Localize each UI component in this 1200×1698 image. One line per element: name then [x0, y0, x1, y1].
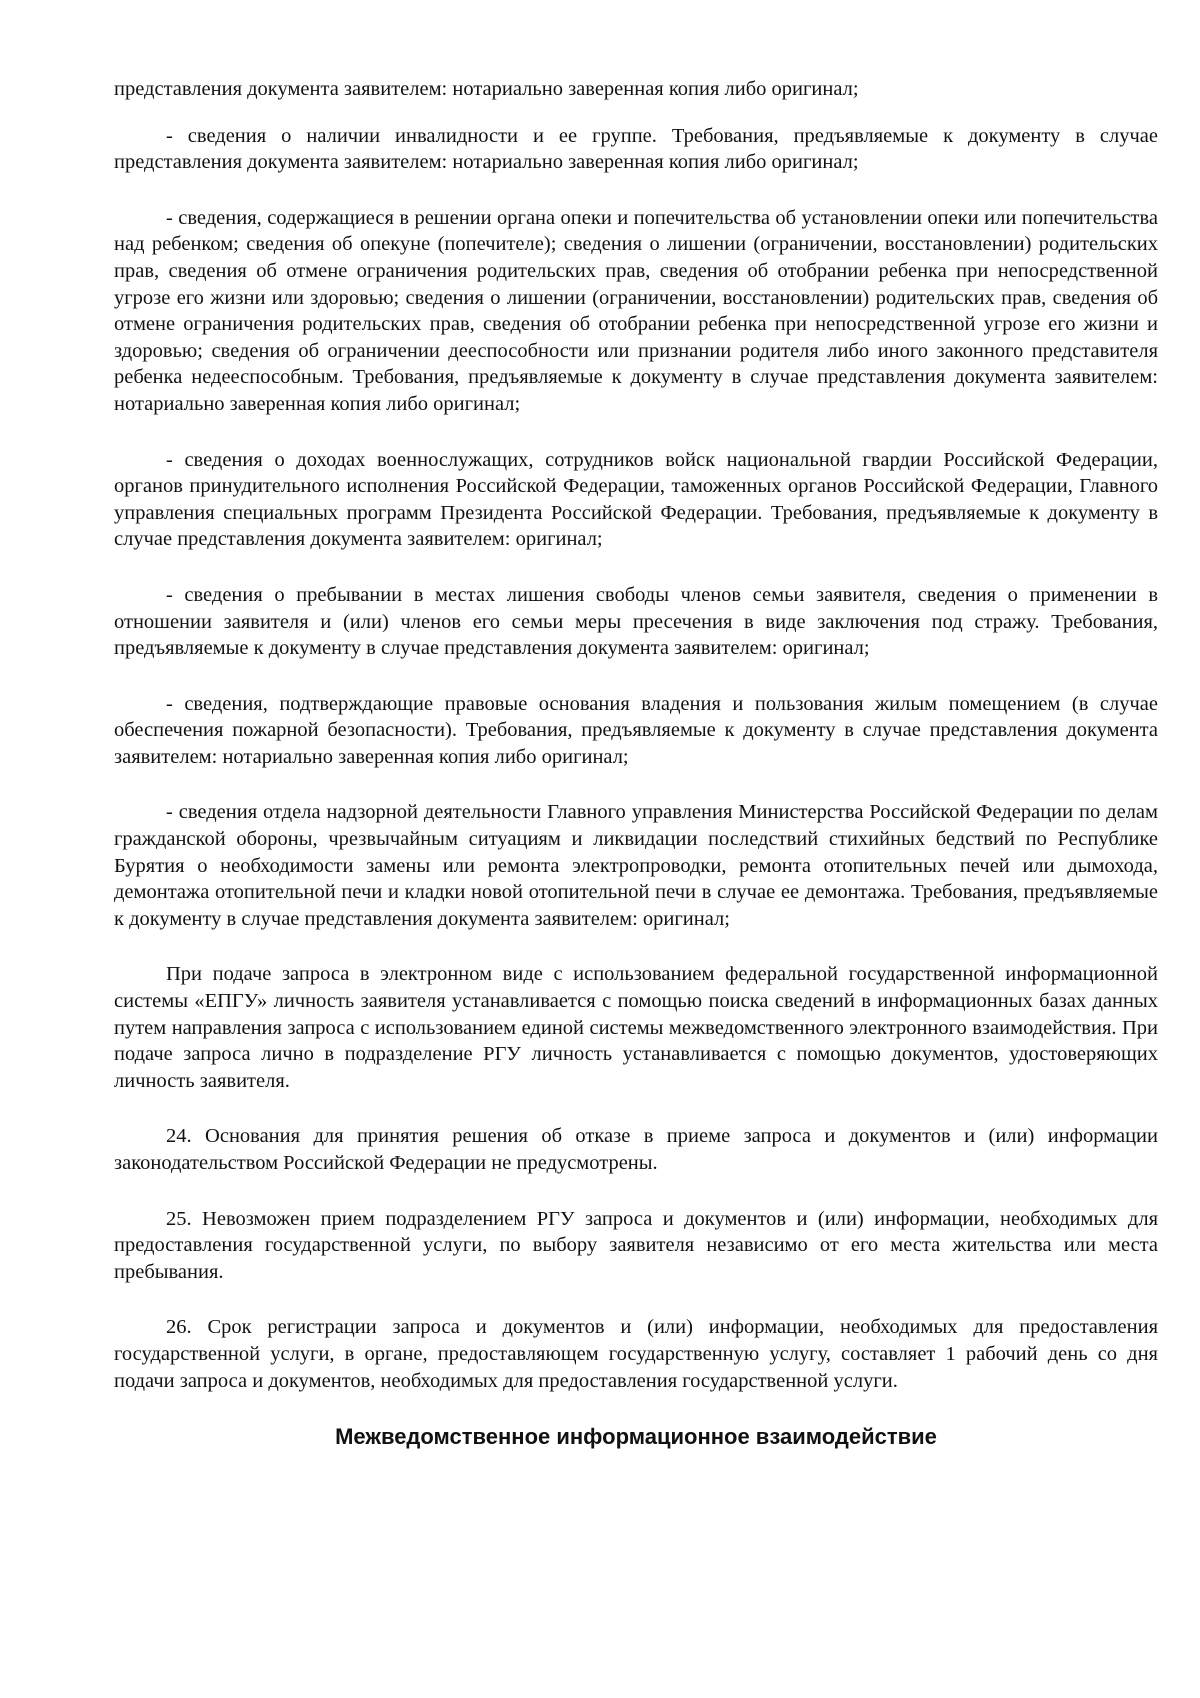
paragraph-imprisonment-info: - сведения о пребывании в местах лишения свободы членов семьи заявителя, сведения о применении в отношении заявителя и (или) членов его семьи меры пресечения в виде заключения под стражу. Требования, предъявляемые к документу в случае представления документа заявителем: оригинал; [114, 583, 1158, 660]
paragraph-continuation: представления документа заявителем: нотариально заверенная копия либо оригинал; [114, 78, 859, 100]
paragraph-fire-supervision-info: - сведения отдела надзорной деятельности Главного управления Министерства Российской Федерации по делам гражданской обороны, чрезвычайным ситуациям и ликвидации последствий стихийных бедствий по Республике Бурятия о необходимости замены или ремонта электропроводки, ремонта отопительных печей или дымохода, демонтажа отопительной печи и кладки новой отопительной печи в случае ее демонтажа. Требования, предъявляемые к документу в случае представления документа заявителем: оригинал; [114, 801, 1158, 930]
paragraph-identity-verification: При подаче запроса в электронном виде с использованием федеральной государственной информационной системы «ЕПГУ» личность заявителя устанавливается с помощью поиска сведений в информационных базах данных путем направления запроса с использованием единой системы межведомственного электронного взаимодействия. При подаче запроса лично в подразделение РГУ личность устанавливается с помощью документов, удостоверяющих личность заявителя. [114, 963, 1158, 1092]
paragraph-item-24: 24. Основания для принятия решения об отказе в приеме запроса и документов и (или) информации законодательством Российской Федерации не предусмотрены. [114, 1125, 1158, 1174]
paragraph-item-25: 25. Невозможен прием подразделением РГУ запроса и документов и (или) информации, необходимых для предоставления государственной услуги, по выбору заявителя независимо от его места жительства или места пребывания. [114, 1207, 1158, 1283]
paragraph-housing-rights-info: - сведения, подтверждающие правовые основания владения и пользования жилым помещением (в случае обеспечения пожарной безопасности). Требования, предъявляемые к документу в случае представления документа заявителем: нотариально заверенная копия либо оригинал; [114, 692, 1158, 768]
paragraph-guardianship-info: - сведения, содержащиеся в решении органа опеки и попечительства об установлении опеки или попечительства над ребенком; сведения об опекуне (попечителе); сведения о лишении (ограничении, восстановлении) родительских прав, сведения об отмене ограничения родительских прав, сведения об отобрании ребенка при непосредственной угрозе его жизни или здоровью; сведения о лишении (ограничении, восстановлении) родительских прав, сведения об отмене ограничения родительских прав, сведения об отобрании ребенка при непосредственной угрозе его жизни и здоровью; сведения об ограничении дееспособности или признании родителя либо иного законного представителя ребенка недееспособным. Требования, предъявляемые к документу в случае представления документа заявителем: нотариально заверенная копия либо оригинал; [114, 206, 1158, 415]
paragraph-disability-info: - сведения о наличии инвалидности и ее группе. Требования, предъявляемые к документу в случае представления документа заявителем: нотариально заверенная копия либо оригинал; [114, 124, 1158, 174]
paragraph-item-26: 26. Срок регистрации запроса и документов и (или) информации, необходимых для предоставления государственной услуги, в органе, предоставляющем государственную услугу, составляет 1 рабочий день со дня подачи запроса и документов, необходимых для предоставления государственной услуги. [114, 1316, 1158, 1392]
section-heading: Межведомственное информационное взаимодействие [335, 1424, 937, 1450]
document-body [114, 76, 1158, 1451]
paragraph-military-income-info: - сведения о доходах военнослужащих, сотрудников войск национальной гвардии Российской Федерации, органов принудительного исполнения Российской Федерации, таможенных органов Российской Федерации, Главного управления специальных программ Президента Российской Федерации. Требования, предъявляемые к документу в случае представления документа заявителем: оригинал; [114, 448, 1158, 551]
